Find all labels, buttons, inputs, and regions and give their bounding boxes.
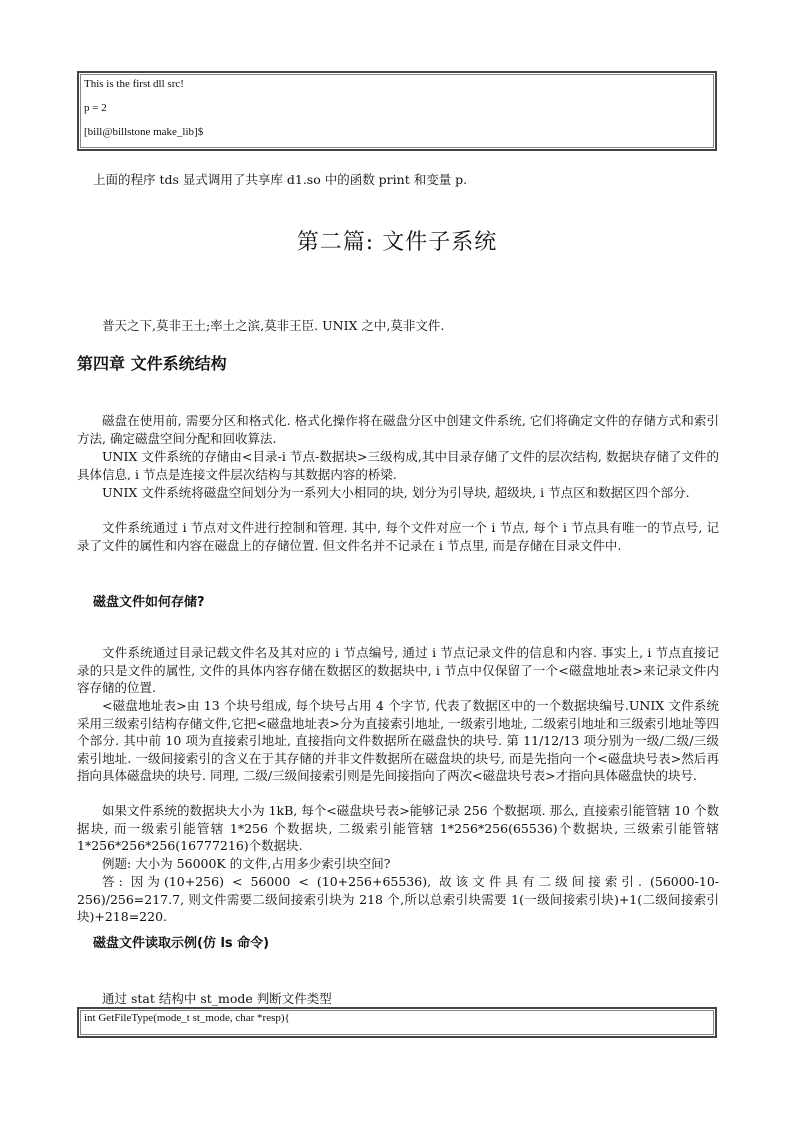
code-block-output [77,71,717,151]
paragraph: 如果文件系统的数据块大小为 1kB, 每个<磁盘块号表>能够记录 256 个数据项. 那么, 直接索引能管辖 10 个数据块, 而一级索引能管辖 1*256 个数据块, 二级索引能管辖 1*256*256(65536)个数据块, 三级索引能管辖 1*256*256*256(16777216)个数据块. [77,803,719,853]
paragraph: 例题: 大小为 56000K 的文件,占用多少索引块空间? [102,856,391,871]
code-line: [bill@billstone make_lib]$ [84,126,204,138]
section-title-read-example: 磁盘文件读取示例(仿 ls 命令) [93,936,270,951]
paragraph: UNIX 文件系统将磁盘空间划分为一系列大小相同的块, 划分为引导块, 超级块, i 节点区和数据区四个部分. [102,485,690,500]
paragraph: 磁盘在使用前, 需要分区和格式化. 格式化操作将在磁盘分区中创建文件系统, 它们将确定文件的存储方式和索引方法, 确定磁盘空间分配和回收算法. [77,413,719,446]
code-line: int GetFileType(mode_t st_mode, char *resp){ [84,1012,290,1024]
paragraph: UNIX 文件系统的存储由<目录-i 节点-数据块>三级构成,其中目录存储了文件的层次结构, 数据块存储了文件的具体信息, i 节点是连接文件层次结构与其数据内容的桥梁. [77,449,719,482]
code-block-function [77,1007,717,1038]
paragraph: 文件系统通过 i 节点对文件进行控制和管理. 其中, 每个文件对应一个 i 节点, 每个 i 节点具有唯一的节点号, 记录了文件的属性和内容在磁盘上的存储位置. 但文件名并不记录在 i 节点里, 而是存储在目录文件中. [77,520,719,553]
paragraph: 文件系统通过目录记载文件名及其对应的 i 节点编号, 通过 i 节点记录文件的信息和内容. 事实上, i 节点直接记录的只是文件的属性, 文件的具体内容存储在数据区的数据块中, i 节点中仅保留了一个<磁盘地址表>来记录文件内容存储的位置. [77,645,719,695]
code-line: p = 2 [84,102,107,114]
chapter-title: 第四章 文件系统结构 [77,354,227,373]
section-intro: 通过 stat 结构中 st_mode 判断文件类型 [102,991,332,1006]
paragraph: 答: 因为(10+256) < 56000 < (10+256+65536), 故该文件具有二级间接索引. (56000-10-256)/256=217.7, 则文件需要二级间接索引块为 218 个,所以总索引块需要 1(一级间接索引块)+1(二级间接索引块)+218=220. [77,874,719,924]
epigraph: 普天之下,莫非王土;率土之滨,莫非王臣. UNIX 之中,莫非文件. [102,318,445,333]
section-title-storage: 磁盘文件如何存储? [93,595,205,610]
code-line: This is the first dll src! [84,78,184,90]
paragraph: <磁盘地址表>由 13 个块号组成, 每个块号占用 4 个字节, 代表了数据区中的一个数据块编号.UNIX 文件系统采用三级索引结构存储文件,它把<磁盘地址表>分为直接索引地址, 一级索引地址, 二级索引地址和三级索引地址等四个部分. 其中前 10 项为直接索引地址, 直接指向文件数据所在磁盘快的块号. 第 11/12/13 项分别为一级/二级/三级索引地址. 一级间接索引的含义在于其存储的并非文件数据所在磁盘块的块号, 而是先指向一个<磁盘块号表>然后再指向具体磁盘块的块号. 同理, 二级/三级间接索引则是先间接指向了两次<磁盘块号表>才指向具体磁盘快的块号. [77,698,719,783]
part-title: 第二篇: 文件子系统 [296,230,498,255]
intro-note: 上面的程序 tds 显式调用了共享库 d1.so 中的函数 print 和变量 p. [93,172,468,187]
